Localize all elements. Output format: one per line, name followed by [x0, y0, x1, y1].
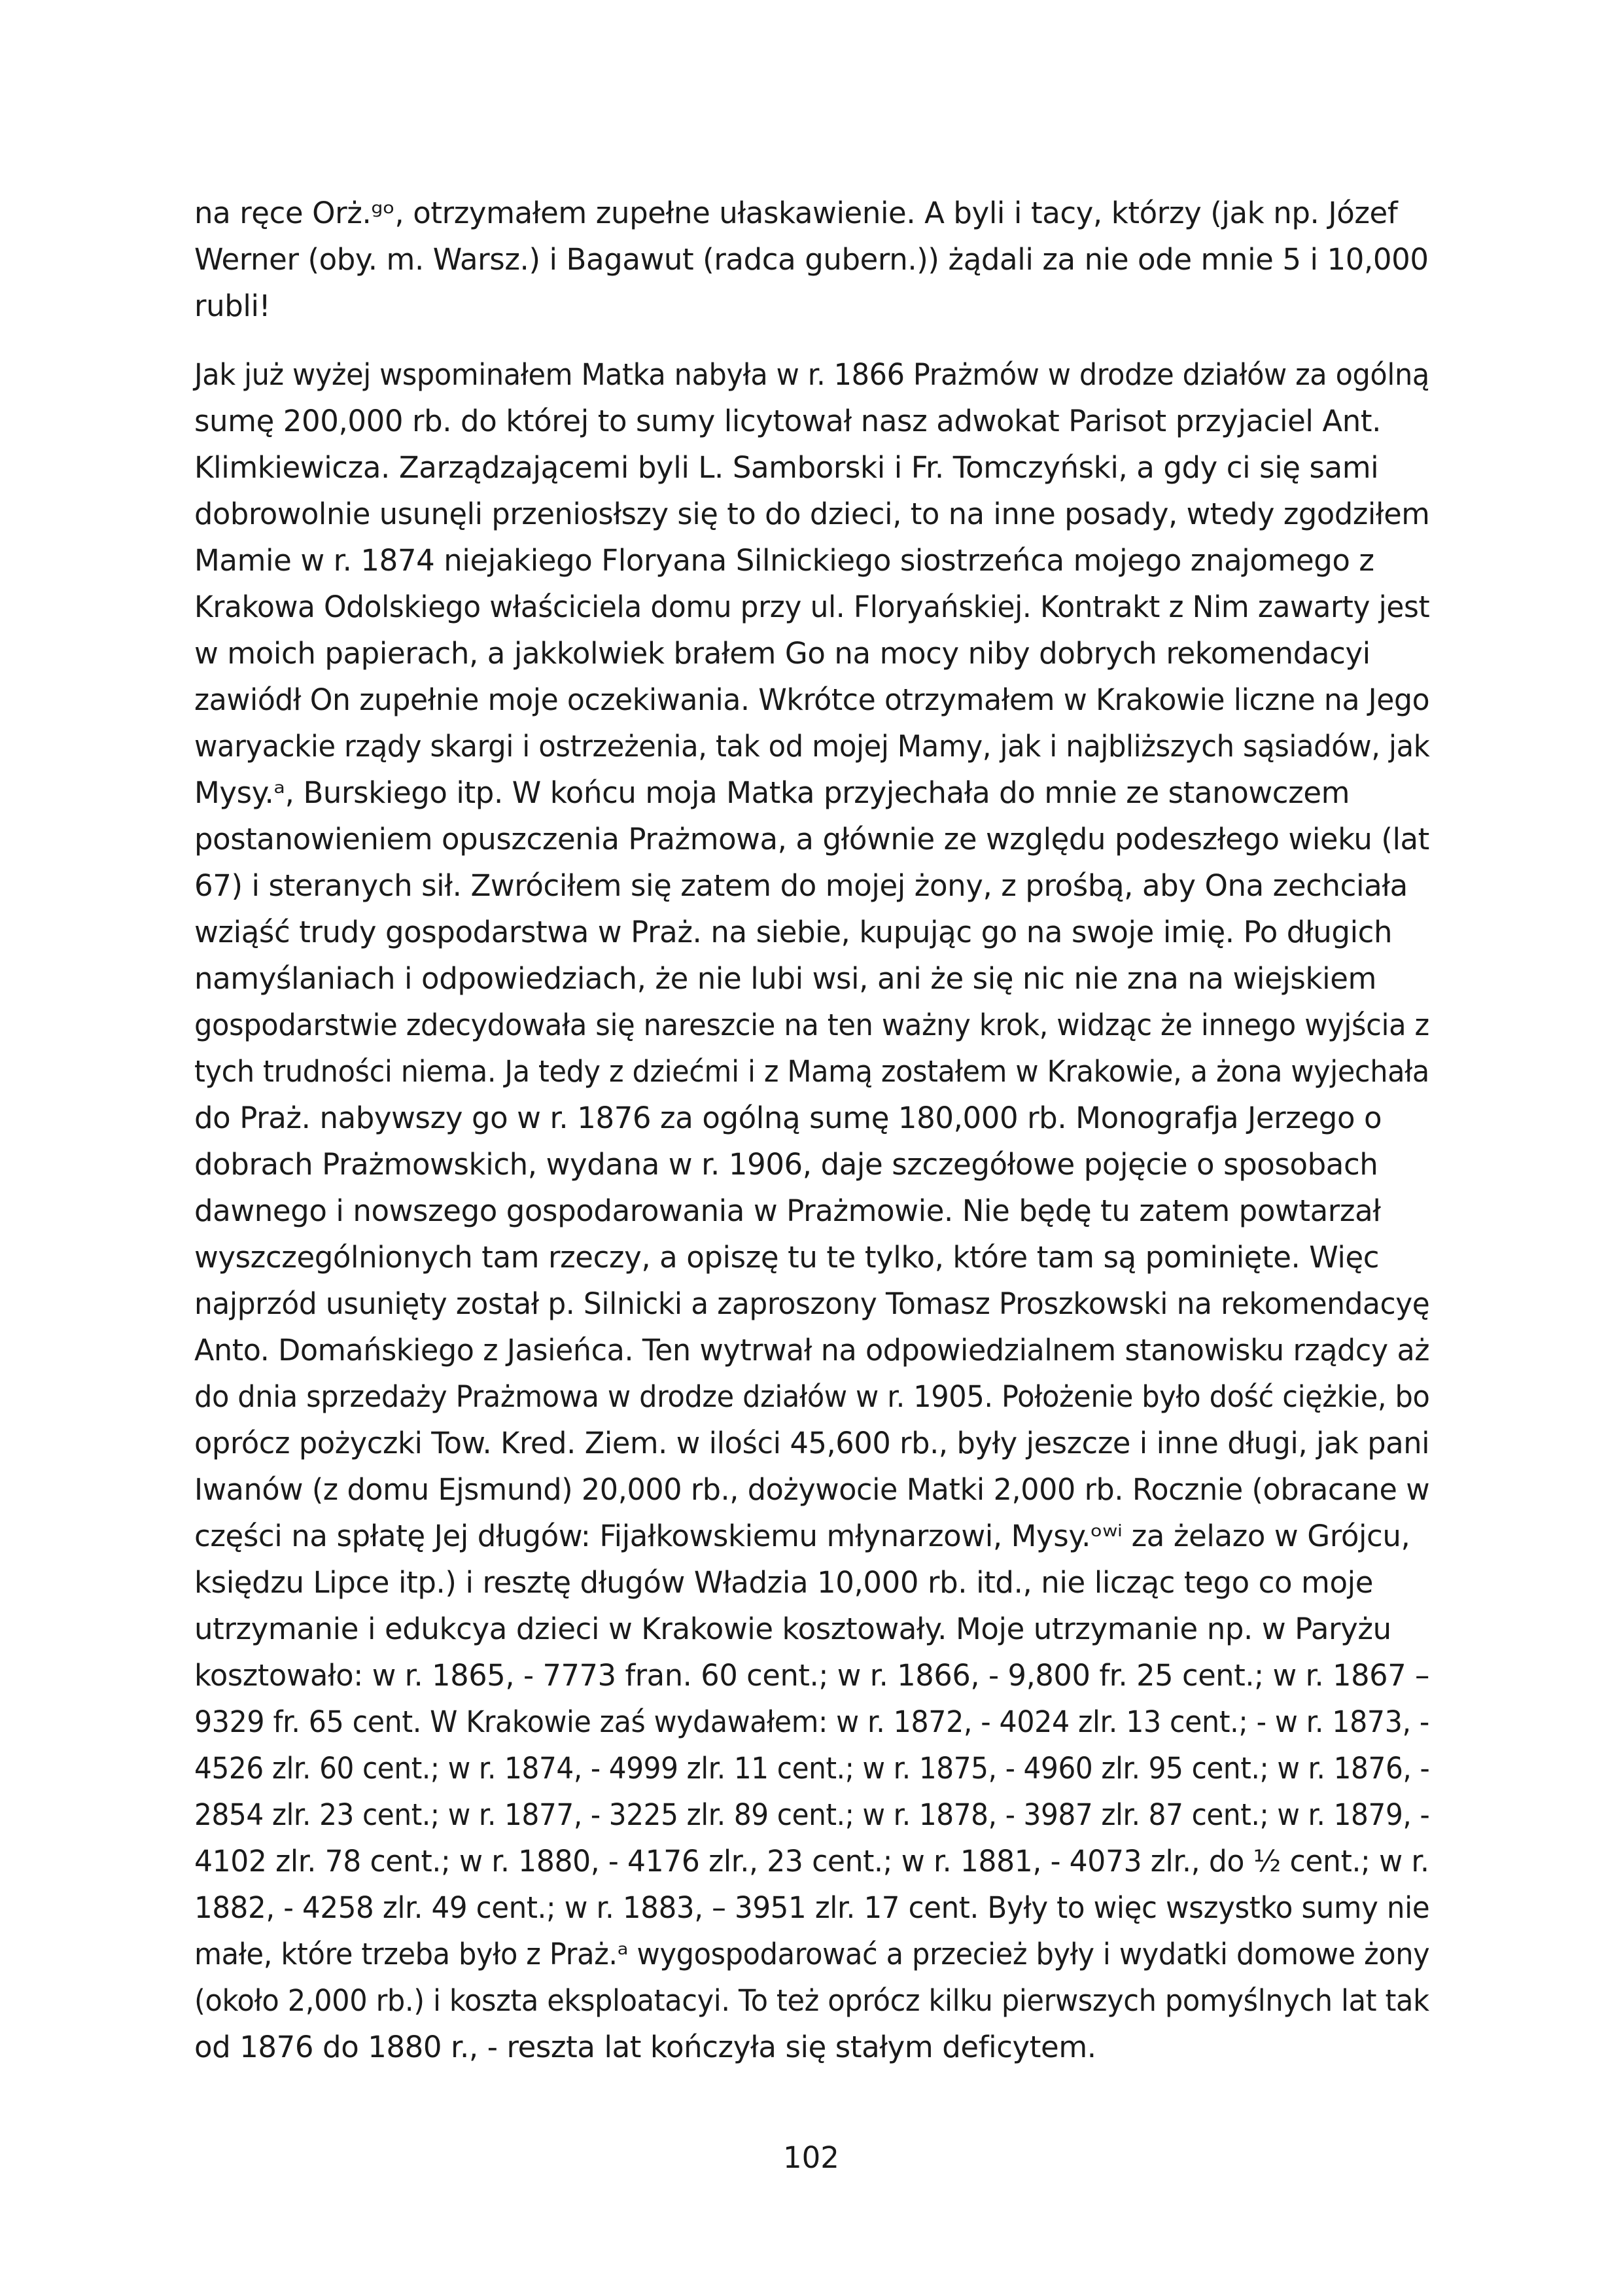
text-line: postanowieniem opuszczenia Prażmowa, a głównie ze względu podeszłego wieku (lat — [194, 822, 1429, 857]
text-line: (około 2,000 rb.) i koszta eksploatacyi. To też oprócz kilku pierwszych pomyślnych lat tak — [194, 1983, 1429, 2018]
text-line: części na spłatę Jej długów: Fijałkowskiemu młynarzowi, Mysy.ᵒʷⁱ za żelazo w Grójcu, — [194, 1519, 1410, 1553]
text-line: 67) i steranych sił. Zwróciłem się zatem do mojej żony, z prośbą, aby Ona zechciała — [194, 868, 1408, 903]
text-line: kosztowało: w r. 1865, - 7773 fran. 60 cent.; w r. 1866, - 9,800 fr. 25 cent.; w r. 1867 – — [194, 1658, 1429, 1693]
text-line: małe, które trzeba było z Praż.ᵃ wygospodarować a przecież były i wydatki domowe żony — [194, 1937, 1430, 1971]
text-line: 9329 fr. 65 cent. W Krakowie zaś wydawałem: w r. 1872, - 4024 zlr. 13 cent.; - w r. 1873, - — [194, 1704, 1429, 1739]
text-line: waryackie rządy skargi i ostrzeżenia, tak od mojej Mamy, jak i najbliższych sąsiadów, jak — [194, 729, 1430, 764]
text-line: do Praż. nabywszy go w r. 1876 za ogólną sumę 180,000 rb. Monografja Jerzego o — [194, 1101, 1382, 1135]
text-line: do dnia sprzedaży Prażmowa w drodze działów w r. 1905. Położenie było dość ciężkie, bo — [194, 1379, 1430, 1414]
text-line: 4526 zlr. 60 cent.; w r. 1874, - 4999 zlr. 11 cent.; w r. 1875, - 4960 zlr. 95 cent.; w r. 1876, - — [194, 1751, 1430, 1786]
text-line: 4102 zlr. 78 cent.; w r. 1880, - 4176 zlr., 23 cent.; w r. 1881, - 4073 zlr., do ½ cent.; w r. — [194, 1844, 1429, 1879]
text-line: oprócz pożyczki Tow. Kred. Ziem. w ilości 45,600 rb., były jeszcze i inne długi, jak pani — [194, 1426, 1430, 1460]
text-line: sumę 200,000 rb. do której to sumy licytował nasz adwokat Parisot przyjaciel Ant. — [194, 404, 1382, 438]
text-line: wziąść trudy gospodarstwa w Praż. na siebie, kupując go na swoje imię. Po długich — [194, 915, 1393, 949]
text-line: dobrowolnie usunęli przeniosłszy się to do dzieci, to na inne posady, wtedy zgodziłem — [194, 497, 1430, 531]
text-line: zawiódł On zupełnie moje oczekiwania. Wkrótce otrzymałem w Krakowie liczne na Jego — [194, 682, 1430, 717]
text-line: tych trudności niema. Ja tedy z dziećmi i z Mamą zostałem w Krakowie, a żona wyjechała — [194, 1054, 1429, 1089]
text-line: na ręce Orż.ᵍᵒ, otrzymałem zupełne ułaskawienie. A byli i tacy, którzy (jak np. Józef — [194, 196, 1398, 230]
text-line: Mamie w r. 1874 niejakiego Floryana Silnickiego siostrzeńca mojego znajomego z — [194, 543, 1374, 578]
text-line: wyszczególnionych tam rzeczy, a opiszę tu te tylko, które tam są pominięte. Więc — [194, 1240, 1380, 1275]
text-line: dobrach Prażmowskich, wydana w r. 1906, daje szczegółowe pojęcie o sposobach — [194, 1147, 1378, 1182]
text-line: utrzymanie i edukcya dzieci w Krakowie kosztowały. Moje utrzymanie np. w Paryżu — [194, 1612, 1391, 1646]
text-line: Jak już wyżej wspominałem Matka nabyła w r. 1866 Prażmów w drodze działów za ogólną — [194, 357, 1429, 392]
text-line: Iwanów (z domu Ejsmund) 20,000 rb., dożywocie Matki 2,000 rb. Rocznie (obracane w — [194, 1472, 1430, 1507]
text-line: księdzu Lipce itp.) i resztę długów Władzia 10,000 rb. itd., nie licząc tego co moje — [194, 1565, 1373, 1600]
text-line: w moich papierach, a jakkolwiek brałem Go na mocy niby dobrych rekomendacyi — [194, 636, 1370, 671]
text-line: Mysy.ᵃ, Burskiego itp. W końcu moja Matka przyjechała do mnie ze stanowczem — [194, 775, 1350, 810]
text-line: od 1876 do 1880 r., - reszta lat kończyła się stałym deficytem. — [194, 2030, 1096, 2064]
text-line: 2854 zlr. 23 cent.; w r. 1877, - 3225 zlr. 89 cent.; w r. 1878, - 3987 zlr. 87 cent.; w r. 1879, - — [194, 1797, 1430, 1832]
text-line: Anto. Domańskiego z Jasieńca. Ten wytrwał na odpowiedzialnem stanowisku rządcy aż — [194, 1333, 1430, 1368]
text-line: Werner (oby. m. Warsz.) i Bagawut (radca gubern.)) żądali za nie ode mnie 5 i 10,000 — [194, 242, 1429, 277]
text-line: namyślaniach i odpowiedziach, że nie lubi wsi, ani że się nic nie zna na wiejskiem — [194, 961, 1376, 996]
text-line: najprzód usunięty został p. Silnicki a zaproszony Tomasz Proszkowski na rekomendacyę — [194, 1286, 1430, 1321]
text-line: Klimkiewicza. Zarządzającemi byli L. Samborski i Fr. Tomczyński, a gdy ci się sami — [194, 450, 1379, 485]
text-line: dawnego i nowszego gospodarowania w Prażmowie. Nie będę tu zatem powtarzał — [194, 1193, 1381, 1228]
text-line: rubli! — [194, 289, 271, 323]
text-line: gospodarstwie zdecydowała się nareszcie na ten ważny krok, widząc że innego wyjścia z — [194, 1008, 1429, 1042]
text-line: 1882, - 4258 zlr. 49 cent.; w r. 1883, – 3951 zlr. 17 cent. Były to więc wszystko sumy nie — [194, 1890, 1430, 1925]
text-line: Krakowa Odolskiego właściciela domu przy ul. Floryańskiej. Kontrakt z Nim zawarty jest — [194, 590, 1430, 624]
page-number: 102 — [783, 2140, 839, 2175]
